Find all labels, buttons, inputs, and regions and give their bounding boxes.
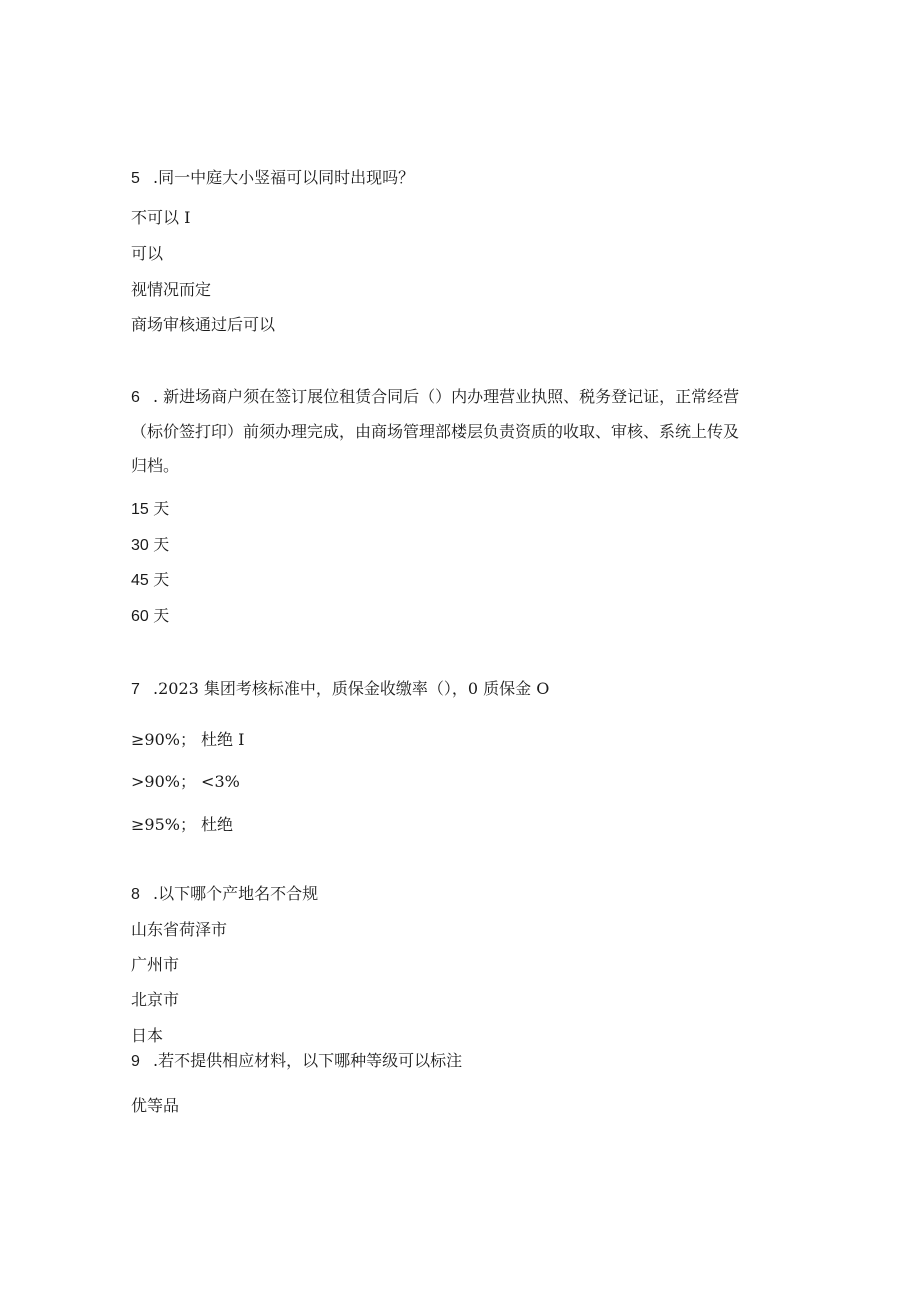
option-q8-b: 广州市 [131,955,180,974]
question-text: . 新进场商户须在签订展位租赁合同后（）内办理营业执照、税务登记证，正常经营 [153,387,740,406]
question-number: 8 [131,886,140,903]
question-8-stem [131,884,318,905]
question-number: 9 [131,1053,140,1070]
question-text: .2023 集团考核标准中，质保金收缴率（），0 质保金 O [153,679,550,698]
question-6-stem-line-3: 归档。 [131,456,180,475]
question-number: 5 [131,170,140,187]
option-q6-d: 60 天 [131,608,170,625]
question-number: 6 [131,389,140,406]
option-q7-a: ≥90%； 杜绝 I [131,730,245,749]
question-text: .若不提供相应材料，以下哪种等级可以标注 [153,1051,463,1070]
question-number: 7 [131,681,140,698]
question-6-stem-line-2: （标价签打印）前须办理完成，由商场管理部楼层负责资质的收取、审核、系统上传及 [131,422,740,441]
option-q8-c: 北京市 [131,990,180,1009]
option-q7-c: ≥95%； 杜绝 [131,815,234,834]
option-q8-d: 日本 [131,1026,164,1045]
option-q7-b: >90%； <3% [131,772,240,791]
question-5-stem [131,168,414,189]
option-q5-a: 不可以 I [131,208,191,227]
option-q5-c: 视情况而定 [131,280,212,299]
option-q9-a: 优等品 [131,1096,180,1115]
option-q8-a: 山东省荷泽市 [131,920,228,939]
question-6-stem-line-1 [131,387,739,408]
option-q6-c: 45 天 [131,572,170,589]
option-q6-b: 30 天 [131,537,170,554]
question-text: .以下哪个产地名不合规 [153,884,319,903]
question-7-stem [131,679,549,700]
option-q6-a: 15 天 [131,501,170,518]
option-q5-d: 商场审核通过后可以 [131,315,276,334]
question-text: .同一中庭大小竖福可以同时出现吗？ [153,168,415,187]
question-9-stem [131,1051,462,1072]
option-q5-b: 可以 [131,244,164,263]
